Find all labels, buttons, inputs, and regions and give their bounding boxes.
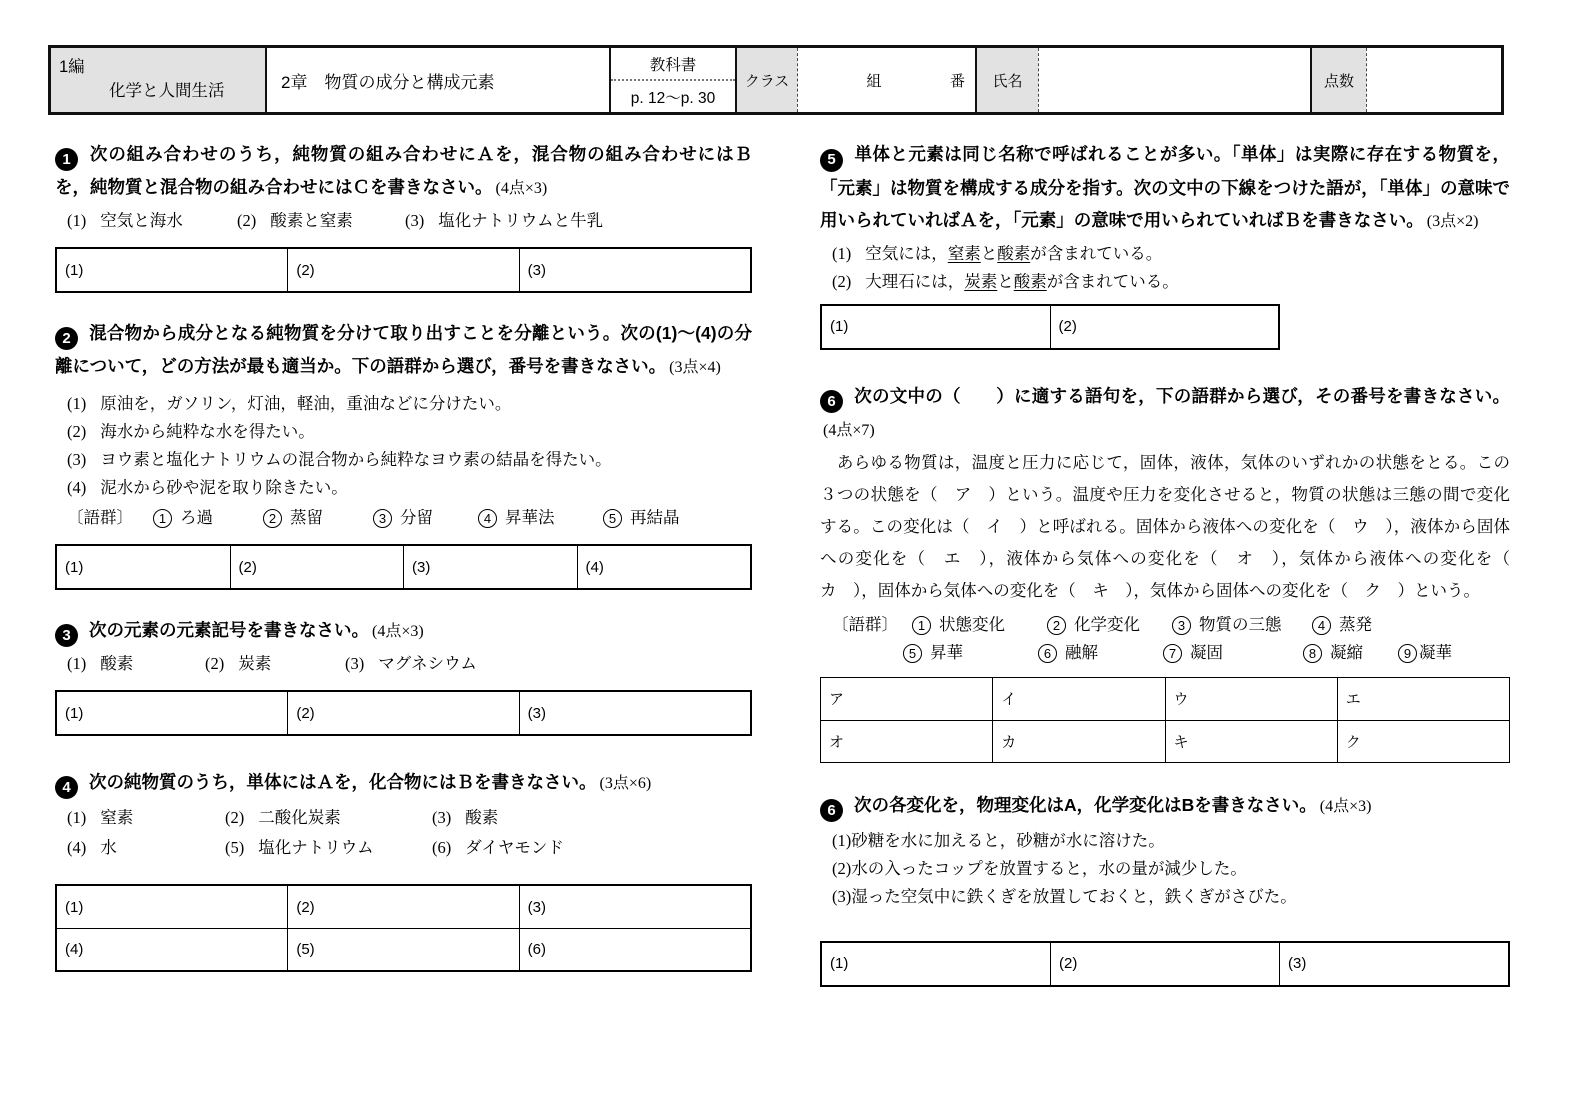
list-item: (1) 空気には，窒素と酸素が含まれている。 [832,243,1163,263]
list-item: (2) 海水から純粋な水を得たい。 [67,422,315,441]
question-2 [55,317,752,590]
answer-cell[interactable]: ウ [1165,678,1337,720]
q6-paragraph: あらゆる物質は，温度と圧力に応じて，固体，液体，気体のいずれかの状態をとる。この３つの状態を（ ア ）という。温度や圧力を変化させると，物質の状態は三態の間で変化する。この変化は（ イ ）と呼ばれる。固体から液体への変化を（ ウ ），液体から固体への変化を（ エ ），液体から気体への変化を（ オ ），気体から液体への変化を（ カ ），固体から気体への変化を（ キ ），気体から固体への変化を（ ク ）という。 [820,452,1527,600]
q7-heading [820,789,1510,823]
q1-number-badge: 1 [55,148,78,171]
list-item: (2) 二酸化炭素 [225,808,341,827]
unit-title: 化学と人間生活 [109,82,225,100]
answer-cell[interactable]: (1) [65,704,84,722]
answer-cell[interactable]: ア [829,691,845,708]
header-table [48,45,1504,115]
answer-cell[interactable]: (2) [1050,943,1279,985]
list-item: (3) ヨウ素と塩化ナトリウムの混合物から純粋なヨウ素の結晶を得たい。 [67,450,612,469]
underlined-term: 酸素 [1013,271,1047,291]
list-item: (3) 塩化ナトリウムと牛乳 [405,211,604,230]
answer-cell[interactable]: (3) [403,546,577,588]
underlined-term: 酸素 [997,243,1031,263]
q2-heading [55,317,752,384]
answer-cell[interactable]: キ [1165,721,1337,762]
list-item: (3) 酸素 [432,808,499,827]
q3-items [67,650,752,678]
q6-number-badge: 6 [820,390,843,413]
textbook-pages: p. 12～p. 30 [630,89,716,107]
list-item: (6) ダイヤモンド [432,838,564,857]
word-bank-label: 〔語群〕 [832,614,898,634]
class-label: クラス [735,48,797,112]
q5-number-badge: 5 [820,149,843,172]
answer-cell[interactable]: (2) [287,249,518,291]
q2-word-bank [67,504,752,532]
answer-cell[interactable]: (3) [519,692,750,734]
left-column [55,138,752,987]
list-item: (3) マグネシウム [345,654,477,673]
q6-word-bank-row1 [832,611,1510,639]
answer-cell[interactable]: オ [829,733,845,751]
q2-points: (3点×4) [669,359,721,376]
word-bank-option: 7 凝固 [1163,639,1303,667]
q6-answer-table [820,677,1510,763]
q3-points: (4点×3) [372,623,424,640]
answer-cell[interactable]: (1) [830,955,849,972]
q4-heading-text: 次の純物質のうち，単体にはＡを，化合物にはＢを書きなさい。 [89,772,597,792]
word-bank-option: 3 分留 [373,504,478,532]
q1-answer-table [55,247,752,293]
q1-items [67,207,752,235]
q2-answer-table [55,544,752,590]
question-5 [820,138,1510,350]
right-column [820,138,1527,987]
q5-heading [820,138,1510,238]
answer-cell[interactable]: (3) [1279,943,1508,985]
answer-cell[interactable]: (2) [1050,306,1279,348]
word-bank-option: 3 物質の三態 [1172,611,1312,639]
q5-heading-text: 単体と元素は同じ名称で呼ばれることが多い。「単体」は実際に存在する物質を，「元素」は物質を構成する成分を指す。次の文中の下線をつけた語が，「単体」の意味で用いられていればＡを，「元素」の意味で用いられていればＢを書きなさい。 [820,144,1510,230]
q6-word-bank-row2 [832,639,1510,667]
q6-heading [820,380,1510,447]
word-bank-option: 5 再結晶 [603,504,680,532]
list-item: (1) 原油を，ガソリン，灯油，軽油，重油などに分けたい。 [67,394,512,413]
question-4 [55,766,752,972]
list-item: (2) 酸素と窒素 [237,211,353,230]
word-bank-option: 1 状態変化 [912,611,1047,639]
answer-cell[interactable]: (2) [287,886,518,928]
answer-cell[interactable]: (4) [577,546,751,588]
q4-number-badge: 4 [55,776,78,799]
list-item: (1) 空気と海水 [67,211,183,230]
class-value-cell[interactable] [797,48,975,112]
q4-heading [55,766,752,800]
unit-label: 1編 [59,58,85,76]
q6-heading-text: 次の文中の（ ）に適する語句を，下の語群から選び，その番号を書きなさい。 [854,385,1510,406]
answer-cell[interactable]: エ [1337,678,1509,720]
answer-cell[interactable]: (5) [287,929,518,970]
q4-answer-table [55,884,752,972]
score-value-cell[interactable] [1366,48,1501,112]
kumi-label: 組 [866,72,882,90]
list-item: (2)水の入ったコップを放置すると，水の量が減少した。 [832,858,1247,878]
list-item: (3)湿った空気中に鉄くぎを放置しておくと，鉄くぎがさびた。 [832,886,1297,906]
q7-items [820,827,1510,911]
q6-points: (4点×7) [823,421,875,439]
question-3 [55,614,752,736]
q7-answer-table [820,941,1510,987]
list-item: (5) 塩化ナトリウム [225,838,374,857]
word-bank-option: 8 凝縮 [1303,639,1398,667]
q5-items [820,240,1510,296]
answer-cell[interactable]: (2) [287,692,518,734]
answer-cell[interactable]: カ [992,721,1164,762]
word-bank-option: 2 化学変化 [1047,611,1172,639]
underlined-term: 炭素 [964,271,998,291]
q3-number-badge: 3 [55,624,78,647]
q1-points: (4点×3) [495,180,548,197]
underlined-term: 窒素 [947,243,981,263]
question-1 [55,138,752,293]
q5-answer-table [820,304,1280,350]
question-6 [820,380,1527,763]
word-bank-option: 9 凝華 [1398,639,1452,667]
textbook-cell [609,48,735,112]
q2-heading-text: 混合物から成分となる純物質を分けて取り出すことを分離という。次の(1)～(4)の分離について，どの方法が最も適当か。下の語群から選び，番号を書きなさい。 [55,323,752,376]
q4-points: (3点×6) [599,775,652,792]
word-bank-label: 〔語群〕 [67,508,133,527]
chapter-title: 2章 物質の成分と構成元素 [281,72,495,92]
textbook-label: 教科書 [611,48,735,81]
answer-cell[interactable]: (1) [65,261,84,279]
list-item: (4) 泥水から砂や泥を取り除きたい。 [67,478,348,497]
word-bank-option: 6 融解 [1038,639,1163,667]
answer-cell[interactable]: (6) [519,929,750,970]
word-bank-option: 4 昇華法 [478,504,603,532]
list-item: (4) 水 [67,838,117,857]
q7-heading-text: 次の各変化を，物理変化はA，化学変化はBを書きなさい。 [854,794,1317,815]
q1-heading [55,138,752,205]
q7-number-badge: 6 [820,799,843,822]
answer-cell[interactable]: (3) [519,886,750,928]
word-bank-option: 1 ろ過 [153,504,263,532]
list-item: (2) 大理石には，炭素と酸素が含まれている。 [832,271,1179,291]
answer-cell[interactable]: (3) [519,249,750,291]
q3-answer-table [55,690,752,736]
list-item: (2) 炭素 [205,654,272,673]
ban-label: 番 [949,72,965,90]
score-label: 点数 [1310,48,1366,112]
word-bank-option: 5 昇華 [903,639,1038,667]
name-label: 氏名 [975,48,1038,112]
q2-number-badge: 2 [55,327,78,350]
chapter-title-cell [265,48,609,112]
answer-cell[interactable]: (1) [830,318,849,335]
q4-items [67,804,752,862]
q1-heading-text: 次の組み合わせのうち，純物質の組み合わせにＡを，混合物の組み合わせにはＢを，純物質と混合物の組み合わせにはＣを書きなさい。 [55,144,752,197]
answer-cell[interactable]: (1) [65,898,84,916]
unit-cell [51,48,265,112]
q3-heading-text: 次の元素の元素記号を書きなさい。 [89,620,369,640]
word-bank-option: 4 蒸発 [1312,611,1372,639]
name-value-cell[interactable] [1038,48,1310,112]
answer-cell[interactable]: (1) [65,558,84,576]
answer-cell[interactable]: イ [992,678,1164,720]
question-7 [820,789,1510,987]
list-item: (1) 酸素 [67,654,134,673]
list-item: (1)砂糖を水に加えると，砂糖が水に溶けた。 [832,830,1165,850]
list-item: (1) 窒素 [67,808,134,827]
answer-cell[interactable]: (4) [65,941,84,958]
q3-heading [55,614,752,648]
q2-items [55,390,752,502]
answer-cell[interactable]: (2) [230,546,404,588]
answer-cell[interactable]: ク [1337,721,1509,762]
q5-points: (3点×2) [1426,212,1479,230]
q7-points: (4点×3) [1319,797,1372,815]
word-bank-option: 2 蒸留 [263,504,373,532]
